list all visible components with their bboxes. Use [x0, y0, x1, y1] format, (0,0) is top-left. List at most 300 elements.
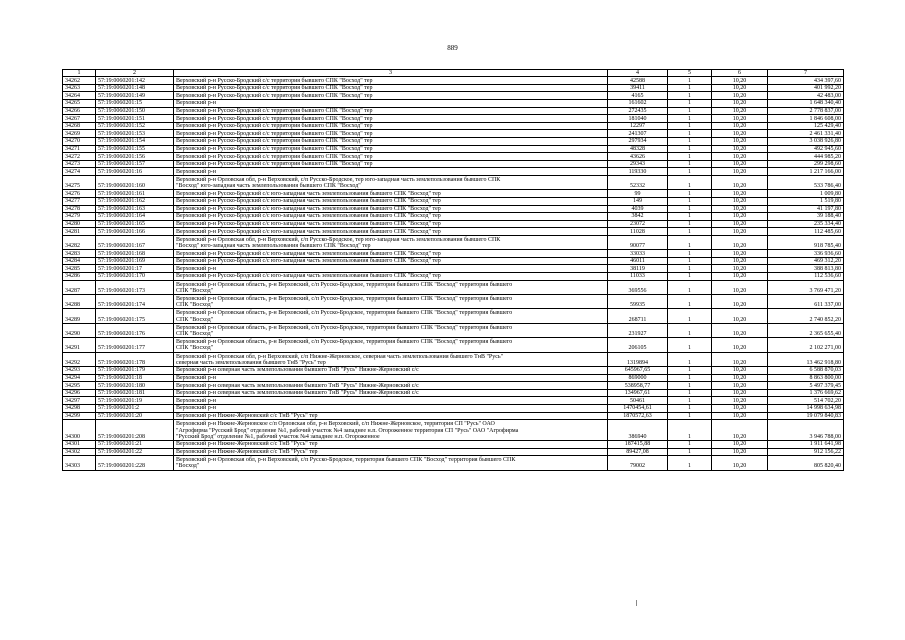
table-row	[63, 99, 844, 107]
col5-value: 1	[668, 412, 712, 420]
table-row	[63, 122, 844, 130]
cadastral-number: 57:19:0060201:168	[96, 250, 174, 258]
cadastral-number: 57:19:0060201:15	[96, 99, 174, 107]
address: Верховский р-н Орловская обл, р-н Верховский, с/п Русско-Бродское, тер юго-западная часть землепользования бывшего СПК "Восход" юго-западная часть землепользования бывшего СПК "Восход"	[174, 175, 608, 189]
cadastral-number: 57:19:0060201:164	[96, 213, 174, 221]
address: Верховский р-н Русско-Бродский с/с территория бывшего СПК "Восход" тер	[174, 84, 608, 92]
col5-value: 1	[668, 137, 712, 145]
area-value: 79002	[608, 456, 668, 470]
rate-value: 10,20	[712, 257, 768, 265]
row-number: 34289	[63, 309, 96, 323]
row-number: 34262	[63, 77, 96, 85]
row-number: 34297	[63, 397, 96, 405]
row-number: 34296	[63, 389, 96, 397]
land-registry-table	[62, 69, 844, 471]
rate-value: 10,20	[712, 404, 768, 412]
cadastral-number: 57:19:0060201:153	[96, 130, 174, 138]
rate-value: 10,20	[712, 338, 768, 352]
address: Верховский р-н	[174, 374, 608, 382]
cost-value: 401 992,20	[768, 84, 844, 92]
row-number: 34278	[63, 205, 96, 213]
address: Верховский р-н Русско-Бродский с/с юго-западная часть землепользования бывшего СПК "Восход" тер	[174, 228, 608, 236]
area-value: 4165	[608, 92, 668, 100]
col5-value: 1	[668, 456, 712, 470]
address: Верховский р-н Русско-Бродский с/с юго-западная часть землепользования бывшего СПК "Восход" тер	[174, 257, 608, 265]
col5-value: 1	[668, 228, 712, 236]
col5-value: 1	[668, 389, 712, 397]
cadastral-number: 57:19:0060201:175	[96, 309, 174, 323]
cadastral-number: 57:19:0060201:16	[96, 168, 174, 176]
table-row	[63, 235, 844, 249]
area-value: 369556	[608, 280, 668, 294]
table-row	[63, 404, 844, 412]
address: Верховский р-н Орловская обл, р-н Верховский, с/п Русско-Бродское, территория бывшего СПК "Восход" территория бывшего СПК "Восход"	[174, 456, 608, 470]
table-body	[63, 77, 844, 470]
rate-value: 10,20	[712, 265, 768, 273]
col5-value: 1	[668, 190, 712, 198]
cadastral-number: 57:19:0060201:180	[96, 382, 174, 390]
address: Верховский р-н Русско-Бродский с/с территория бывшего СПК "Восход" тер	[174, 145, 608, 153]
cost-value: 1 846 608,00	[768, 115, 844, 123]
col5-value: 1	[668, 257, 712, 265]
cadastral-number: 57:19:0060201:179	[96, 366, 174, 374]
col5-value: 1	[668, 107, 712, 115]
cost-value: 533 786,40	[768, 175, 844, 189]
cadastral-number: 57:19:0060201:176	[96, 323, 174, 337]
cadastral-number: 57:19:0060201:19	[96, 397, 174, 405]
rate-value: 10,20	[712, 420, 768, 441]
col5-value: 1	[668, 77, 712, 85]
area-value: 538958,77	[608, 382, 668, 390]
cadastral-number: 57:19:0060201:21	[96, 440, 174, 448]
col5-value: 1	[668, 273, 712, 281]
table-row	[63, 397, 844, 405]
col5-value: 1	[668, 92, 712, 100]
row-number: 34286	[63, 273, 96, 281]
cost-value: 2 740 852,20	[768, 309, 844, 323]
row-number: 34299	[63, 412, 96, 420]
cadastral-number: 57:19:0060201:174	[96, 295, 174, 309]
table-row	[63, 168, 844, 176]
row-number: 34285	[63, 265, 96, 273]
cadastral-number: 57:19:0060201:228	[96, 456, 174, 470]
row-number: 34271	[63, 145, 96, 153]
rate-value: 10,20	[712, 456, 768, 470]
cost-value: 42 483,00	[768, 92, 844, 100]
area-value: 161602	[608, 99, 668, 107]
area-value: 23072	[608, 220, 668, 228]
cost-value: 492 945,60	[768, 145, 844, 153]
cost-value: 1 376 669,62	[768, 389, 844, 397]
address: Верховский р-н Нижне-Жерновский с/с ТнВ "Русь" тер	[174, 440, 608, 448]
row-number: 34287	[63, 280, 96, 294]
rate-value: 10,20	[712, 397, 768, 405]
table-row	[63, 412, 844, 420]
cadastral-number: 57:19:0060201:17	[96, 265, 174, 273]
cost-value: 514 702,20	[768, 397, 844, 405]
cost-value: 3 769 471,20	[768, 280, 844, 294]
address: Верховский р-н	[174, 404, 608, 412]
rate-value: 10,20	[712, 295, 768, 309]
cost-value: 1 217 166,00	[768, 168, 844, 176]
table-row	[63, 213, 844, 221]
row-number: 34274	[63, 168, 96, 176]
rate-value: 10,20	[712, 153, 768, 161]
row-number: 34268	[63, 122, 96, 130]
table-row	[63, 366, 844, 374]
col5-value: 1	[668, 250, 712, 258]
rate-value: 10,20	[712, 382, 768, 390]
rate-value: 10,20	[712, 389, 768, 397]
area-value: 206105	[608, 338, 668, 352]
address: Верховский р-н Русско-Бродский с/с территория бывшего СПК "Восход" тер	[174, 122, 608, 130]
rate-value: 10,20	[712, 374, 768, 382]
cost-value: 39 188,40	[768, 213, 844, 221]
area-value: 99	[608, 190, 668, 198]
column-header: 1	[63, 70, 96, 77]
table-row	[63, 190, 844, 198]
row-number: 34302	[63, 448, 96, 456]
address: Верховский р-н	[174, 99, 608, 107]
row-number: 34281	[63, 228, 96, 236]
rate-value: 10,20	[712, 448, 768, 456]
col5-value: 1	[668, 448, 712, 456]
rate-value: 10,20	[712, 309, 768, 323]
table-row	[63, 309, 844, 323]
address: Верховский р-н Нижне-Жерновский с/с ТнВ "Русь" тер	[174, 412, 608, 420]
rate-value: 10,20	[712, 130, 768, 138]
address: Верховский р-н Орловская область, р-н Верховский, с/п Русско-Бродское, территория бывшего СПК "Восход" территория бывшего СПК "Восход"	[174, 280, 608, 294]
row-number: 34288	[63, 295, 96, 309]
address: Верховский р-н Русско-Бродский с/с юго-западная часть землепользования бывшего СПК "Восход" тер	[174, 250, 608, 258]
col5-value: 1	[668, 205, 712, 213]
rate-value: 10,20	[712, 235, 768, 249]
cost-value: 918 785,40	[768, 235, 844, 249]
col5-value: 1	[668, 160, 712, 168]
row-number: 34264	[63, 92, 96, 100]
rate-value: 10,20	[712, 145, 768, 153]
area-value: 90077	[608, 235, 668, 249]
row-number: 34284	[63, 257, 96, 265]
area-value: 181040	[608, 115, 668, 123]
area-value: 12297	[608, 122, 668, 130]
col5-value: 1	[668, 99, 712, 107]
area-value: 50461	[608, 397, 668, 405]
area-value: 89427,08	[608, 448, 668, 456]
area-value: 645967,65	[608, 366, 668, 374]
cost-value: 299 298,60	[768, 160, 844, 168]
area-value: 11033	[608, 273, 668, 281]
area-value: 3842	[608, 213, 668, 221]
rate-value: 10,20	[712, 190, 768, 198]
cadastral-number: 57:19:0060201:177	[96, 338, 174, 352]
address: Верховский р-н	[174, 397, 608, 405]
cadastral-number: 57:19:0060201:148	[96, 84, 174, 92]
address: Верховский р-н Орловская обл, р-н Верховский, с/п Русско-Бродское, тер юго-западная часть землепользования бывшего СПК "Восход" юго-западная часть землепользования бывшего СПК "Восход" тер	[174, 235, 608, 249]
row-number: 34279	[63, 213, 96, 221]
cost-value: 2 461 331,40	[768, 130, 844, 138]
table-row	[63, 265, 844, 273]
table-row	[63, 448, 844, 456]
col5-value: 1	[668, 197, 712, 205]
area-value: 11028	[608, 228, 668, 236]
area-value: 42588	[608, 77, 668, 85]
table-row	[63, 107, 844, 115]
area-value: 231927	[608, 323, 668, 337]
table-row	[63, 77, 844, 85]
table-row	[63, 456, 844, 470]
cost-value: 112 485,60	[768, 228, 844, 236]
rate-value: 10,20	[712, 228, 768, 236]
area-value: 1470454,61	[608, 404, 668, 412]
address: Верховский р-н Русско-Бродский с/с юго-западная часть землепользования бывшего СПК "Восход" тер	[174, 220, 608, 228]
table-row	[63, 228, 844, 236]
rate-value: 10,20	[712, 160, 768, 168]
area-value: 39411	[608, 84, 668, 92]
table-row	[63, 295, 844, 309]
table-row	[63, 205, 844, 213]
table-row	[63, 374, 844, 382]
cadastral-number: 57:19:0060201:165	[96, 220, 174, 228]
rate-value: 10,20	[712, 77, 768, 85]
row-number: 34276	[63, 190, 96, 198]
cost-value: 2 365 655,40	[768, 323, 844, 337]
cost-value: 41 197,80	[768, 205, 844, 213]
rate-value: 10,20	[712, 92, 768, 100]
table-row	[63, 273, 844, 281]
cost-value: 434 397,60	[768, 77, 844, 85]
address: Верховский р-н Русско-Бродский с/с юго-западная часть землепользования бывшего СПК "Восход" тер	[174, 205, 608, 213]
row-number: 34295	[63, 382, 96, 390]
row-number: 34273	[63, 160, 96, 168]
table-row	[63, 145, 844, 153]
address: Верховский р-н Русско-Бродский с/с юго-западная часть землепользования бывшего СПК "Восход" тер	[174, 197, 608, 205]
col5-value: 1	[668, 122, 712, 130]
cadastral-number: 57:19:0060201:162	[96, 197, 174, 205]
col5-value: 1	[668, 175, 712, 189]
col5-value: 1	[668, 84, 712, 92]
table-row	[63, 197, 844, 205]
address: Верховский р-н Русско-Бродский с/с территория бывшего СПК "Восход" тер	[174, 130, 608, 138]
column-header: 3	[174, 70, 608, 77]
rate-value: 10,20	[712, 205, 768, 213]
cost-value: 1 911 641,98	[768, 440, 844, 448]
col5-value: 1	[668, 115, 712, 123]
cost-value: 2 778 837,00	[768, 107, 844, 115]
col5-value: 1	[668, 235, 712, 249]
row-number: 34291	[63, 338, 96, 352]
col5-value: 1	[668, 220, 712, 228]
area-value: 187415,88	[608, 440, 668, 448]
area-value: 241307	[608, 130, 668, 138]
cadastral-number: 57:19:0060201:150	[96, 107, 174, 115]
cost-value: 19 079 840,83	[768, 412, 844, 420]
rate-value: 10,20	[712, 115, 768, 123]
address: Верховский р-н	[174, 168, 608, 176]
table-row	[63, 352, 844, 366]
address: Верховский р-н	[174, 265, 608, 273]
cost-value: 1 009,80	[768, 190, 844, 198]
cadastral-number: 57:19:0060201:2	[96, 404, 174, 412]
cost-value: 1 648 340,40	[768, 99, 844, 107]
cadastral-number: 57:19:0060201:160	[96, 175, 174, 189]
cadastral-number: 57:19:0060201:166	[96, 228, 174, 236]
area-value: 59935	[608, 295, 668, 309]
rate-value: 10,20	[712, 107, 768, 115]
address: Верховский р-н Русско-Бродский с/с территория бывшего СПК "Восход" тер	[174, 115, 608, 123]
rate-value: 10,20	[712, 250, 768, 258]
row-number: 34267	[63, 115, 96, 123]
table-row	[63, 175, 844, 189]
cost-value: 8 863 800,00	[768, 374, 844, 382]
header-row	[63, 70, 844, 77]
row-number: 34290	[63, 323, 96, 337]
rate-value: 10,20	[712, 366, 768, 374]
row-number: 34269	[63, 130, 96, 138]
rate-value: 10,20	[712, 273, 768, 281]
area-value: 272435	[608, 107, 668, 115]
row-number: 34294	[63, 374, 96, 382]
area-value: 1870572,63	[608, 412, 668, 420]
cadastral-number: 57:19:0060201:20	[96, 412, 174, 420]
table-row	[63, 420, 844, 441]
column-header: 5	[668, 70, 712, 77]
area-value: 134967,61	[608, 389, 668, 397]
scan-mark	[636, 600, 637, 606]
table-row	[63, 323, 844, 337]
address: Верховский р-н Русско-Бродский с/с территория бывшего СПК "Восход" тер	[174, 153, 608, 161]
cost-value: 912 156,22	[768, 448, 844, 456]
cadastral-number: 57:19:0060201:161	[96, 190, 174, 198]
area-value: 46011	[608, 257, 668, 265]
cadastral-number: 57:19:0060201:22	[96, 448, 174, 456]
address: Верховский р-н Русско-Бродский с/с юго-западная часть землепользования бывшего СПК "Восход" тер	[174, 190, 608, 198]
col5-value: 1	[668, 404, 712, 412]
address: Верховский р-н Нижне-Жерновское с/п Орловская обл, р-н Верховский, с/п Нижне-Жерновское, территория СП "Русь" ОАО "Агрофирма "Русский Брод" отделение №1, рабочий участок №4 западнее н.п. Огороженное территория СП "Русь" ОАО "Агрофирма "Русский Брод" отделение №1, рабочий участок №4 западнее н.п. Огороженное	[174, 420, 608, 441]
cadastral-number: 57:19:0060201:181	[96, 389, 174, 397]
cadastral-number: 57:19:0060201:151	[96, 115, 174, 123]
col5-value: 1	[668, 295, 712, 309]
cost-value: 14 998 634,98	[768, 404, 844, 412]
table-row	[63, 160, 844, 168]
cadastral-number: 57:19:0060201:156	[96, 153, 174, 161]
cadastral-number: 57:19:0060201:169	[96, 257, 174, 265]
rate-value: 10,20	[712, 280, 768, 294]
col5-value: 1	[668, 145, 712, 153]
cadastral-number: 57:19:0060201:167	[96, 235, 174, 249]
rate-value: 10,20	[712, 323, 768, 337]
table-row	[63, 115, 844, 123]
column-header: 4	[608, 70, 668, 77]
cost-value: 611 337,00	[768, 295, 844, 309]
row-number: 34266	[63, 107, 96, 115]
area-value: 52332	[608, 175, 668, 189]
cost-value: 469 312,20	[768, 257, 844, 265]
rate-value: 10,20	[712, 197, 768, 205]
rate-value: 10,20	[712, 412, 768, 420]
area-value: 149	[608, 197, 668, 205]
rate-value: 10,20	[712, 122, 768, 130]
area-value: 33033	[608, 250, 668, 258]
address: Верховский р-н Русско-Бродский с/с юго-западная часть землепользования бывшего СПК "Восход" тер	[174, 213, 608, 221]
area-value: 119330	[608, 168, 668, 176]
cost-value: 235 334,40	[768, 220, 844, 228]
table-row	[63, 382, 844, 390]
table-row	[63, 280, 844, 294]
col5-value: 1	[668, 265, 712, 273]
address: Верховский р-н Русско-Бродский с/с территория бывшего СПК "Восход" тер	[174, 92, 608, 100]
cost-value: 444 985,20	[768, 153, 844, 161]
cost-value: 805 820,40	[768, 456, 844, 470]
table-row	[63, 389, 844, 397]
col5-value: 1	[668, 323, 712, 337]
row-number: 34301	[63, 440, 96, 448]
column-header: 7	[768, 70, 844, 77]
cadastral-number: 57:19:0060201:157	[96, 160, 174, 168]
area-value: 1319894	[608, 352, 668, 366]
area-value: 297934	[608, 137, 668, 145]
area-value: 386940	[608, 420, 668, 441]
rate-value: 10,20	[712, 168, 768, 176]
address: Верховский р-н Нижне-Жерновский с/с ТнВ "Русь" тер	[174, 448, 608, 456]
address: Верховский р-н Орловская область, р-н Верховский, с/п Русско-Бродское, территория бывшего СПК "Восход" территория бывшего СПК "Восход"	[174, 309, 608, 323]
area-value: 48328	[608, 145, 668, 153]
address: Верховский р-н Орловская область, р-н Верховский, с/п Русско-Бродское, территория бывшего СПК "Восход" территория бывшего СПК "Восход"	[174, 295, 608, 309]
cadastral-number: 57:19:0060201:178	[96, 352, 174, 366]
address: Верховский р-н Орловская область, р-н Верховский, с/п Русско-Бродское, территория бывшего СПК "Восход" территория бывшего СПК "Восход"	[174, 323, 608, 337]
table-row	[63, 153, 844, 161]
row-number: 34280	[63, 220, 96, 228]
area-value: 43626	[608, 153, 668, 161]
row-number: 34275	[63, 175, 96, 189]
table-row	[63, 137, 844, 145]
cadastral-number: 57:19:0060201:170	[96, 273, 174, 281]
row-number: 34263	[63, 84, 96, 92]
area-value: 4039	[608, 205, 668, 213]
address: Верховский р-н Русско-Бродский с/с территория бывшего СПК "Восход" тер	[174, 160, 608, 168]
address: Верховский р-н северная часть землепользования бывшего ТнВ "Русь" Нижне-Жерновский с/с	[174, 389, 608, 397]
cadastral-number: 57:19:0060201:18	[96, 374, 174, 382]
col5-value: 1	[668, 153, 712, 161]
rate-value: 10,20	[712, 84, 768, 92]
table-row	[63, 130, 844, 138]
address: Верховский р-н Орловская обл, р-н Верховский, с/п Нижне-Жерновское, северная часть землепользования бывшего ТнВ "Русь" северная часть землепользования бывшего ТнВ "Русь" тер	[174, 352, 608, 366]
row-number: 34265	[63, 99, 96, 107]
rate-value: 10,20	[712, 220, 768, 228]
rate-value: 10,20	[712, 213, 768, 221]
cadastral-number: 57:19:0060201:208	[96, 420, 174, 441]
table-row	[63, 92, 844, 100]
cadastral-number: 57:19:0060201:154	[96, 137, 174, 145]
row-number: 34283	[63, 250, 96, 258]
table-header	[63, 70, 844, 77]
col5-value: 1	[668, 374, 712, 382]
cost-value: 2 102 271,00	[768, 338, 844, 352]
address: Верховский р-н северная часть землепользования бывшего ТнВ "Русь" Нижне-Жерновский с/с	[174, 366, 608, 374]
rate-value: 10,20	[712, 440, 768, 448]
row-number: 34303	[63, 456, 96, 470]
row-number: 34298	[63, 404, 96, 412]
rate-value: 10,20	[712, 352, 768, 366]
row-number: 34292	[63, 352, 96, 366]
col5-value: 1	[668, 397, 712, 405]
cost-value: 13 462 918,80	[768, 352, 844, 366]
table-row	[63, 257, 844, 265]
cadastral-number: 57:19:0060201:149	[96, 92, 174, 100]
cost-value: 336 936,60	[768, 250, 844, 258]
rate-value: 10,20	[712, 137, 768, 145]
table-row	[63, 250, 844, 258]
